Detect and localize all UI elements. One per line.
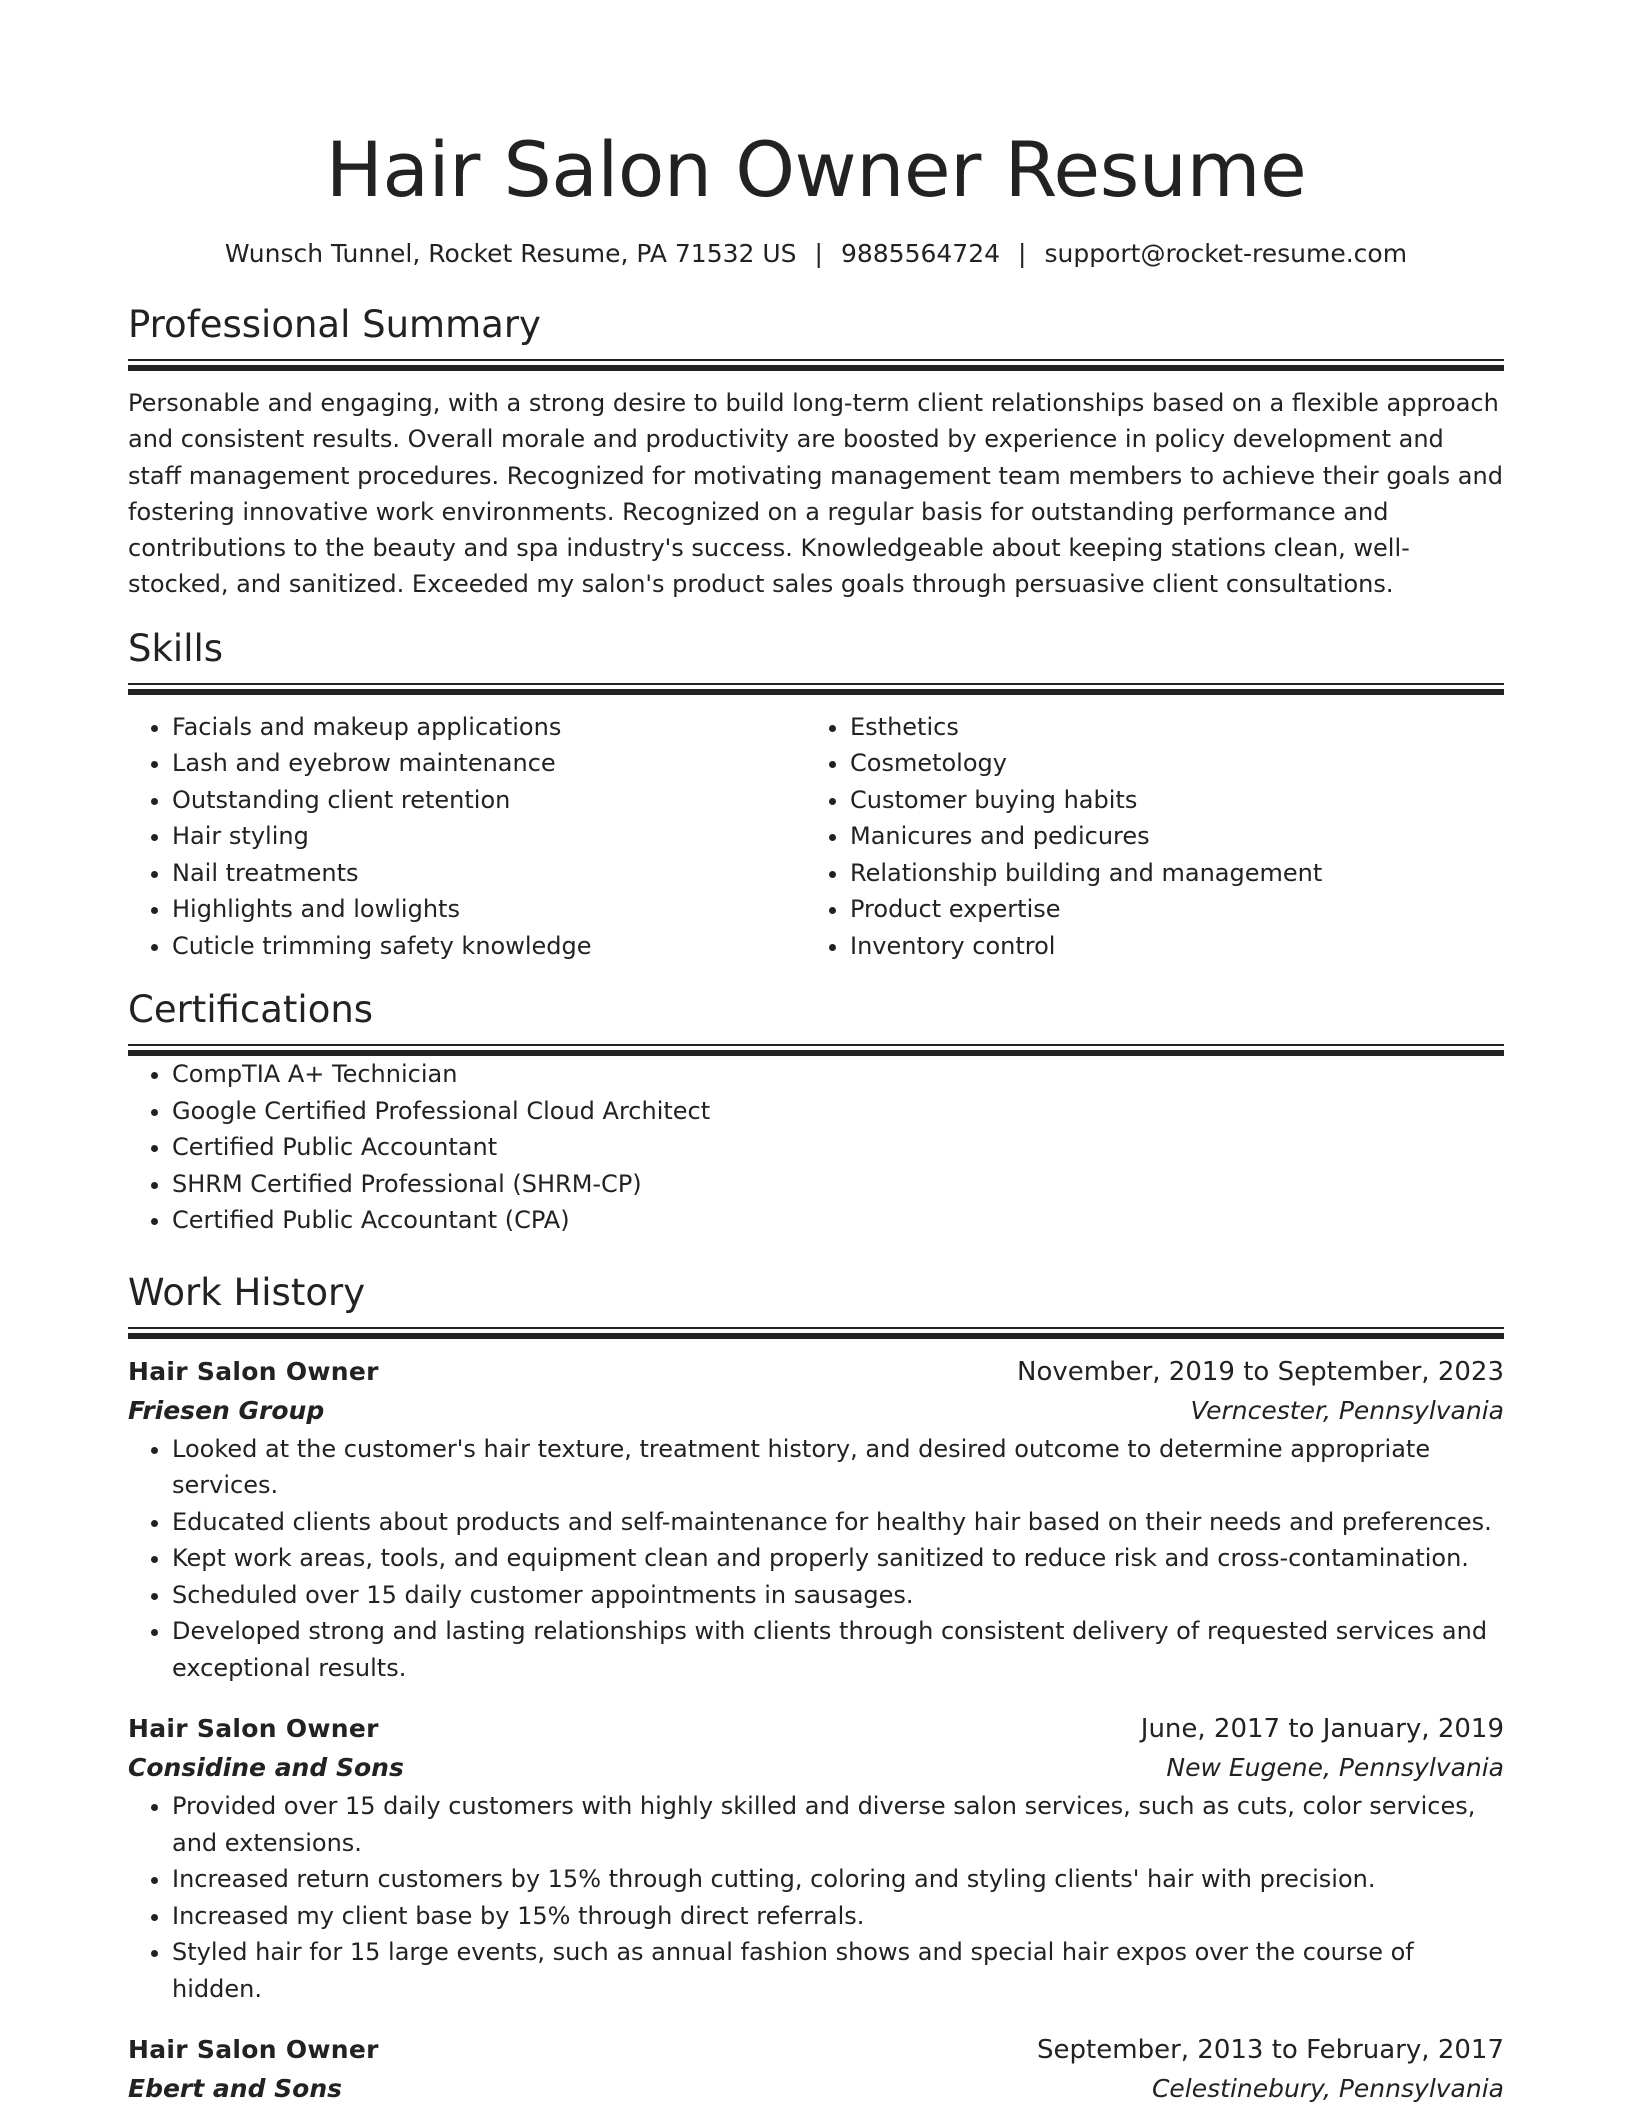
summary-heading: Professional Summary (128, 303, 541, 346)
certification-item: • Google Certified Professional Cloud Architect (172, 1093, 1504, 1130)
job-bullet: • Kept work areas, tools, and equipment clean and properly sanitized to reduce risk and cross-contamination. (172, 1540, 1504, 1577)
certifications-list (128, 1056, 1504, 1239)
skill-item: • Customer buying habits (850, 782, 1504, 819)
skill-item: • Lash and eyebrow maintenance (172, 745, 806, 782)
certification-item: • CompTIA A+ Technician (172, 1056, 1504, 1093)
certification-item: • SHRM Certified Professional (SHRM-CP) (172, 1166, 1504, 1203)
contact-phone: 9885564724 (840, 239, 1001, 268)
job-bullet: • Provided over 15 daily customers with highly skilled and diverse salon services, such as cuts, color services, and extensions. (172, 1788, 1504, 1861)
contact-email[interactable]: support@rocket-resume.com (1044, 239, 1408, 268)
job-bullet: • Looked at the customer's hair texture, treatment history, and desired outcome to determine appropriate services. (172, 1431, 1504, 1504)
job-header (128, 1353, 1504, 1391)
job-header (128, 1710, 1504, 1748)
job-bullets (128, 1788, 1504, 2007)
resume-page (128, 0, 1504, 2109)
job-location: New Eugene, Pennsylvania (1166, 1753, 1504, 1783)
certifications-heading: Certifications (128, 988, 374, 1032)
job-company: Friesen Group (128, 1395, 325, 1425)
contact-line (128, 238, 1504, 270)
job-bullet: • Educated clients about products and self-maintenance for healthy hair based on their needs and preferences. (172, 1504, 1504, 1541)
skills-heading: Skills (128, 626, 224, 670)
job-location: Celestinebury, Pennsylvania (1151, 2074, 1504, 2104)
contact-address: Wunsch Tunnel, Rocket Resume, PA 71532 US (224, 239, 797, 268)
skill-item: • Product expertise (850, 891, 1504, 928)
summary-text: Personable and engaging, with a strong desire to build long-term client relationships based on a flexible approach and consistent results. Overall morale and productivity are boosted by experience in policy development and staff management procedures. Recognized for motivating management team members to achieve their goals and fostering innovative work environments. Recognized on a regular basis for outstanding performance and contributions to the beauty and spa industry's success. Knowledgeable about keeping stations clean, well-stocked, and sanitized. Exceeded my salon's product sales goals through persuasive client consultations. (128, 389, 1503, 599)
job-bullet: • Developed strong and lasting relationships with clients through consistent delivery of requested services and exceptional results. (172, 1613, 1504, 1686)
skill-item: • Cosmetology (850, 745, 1504, 782)
skill-item: • Outstanding client retention (172, 782, 806, 819)
certification-item: • Certified Public Accountant (172, 1129, 1504, 1166)
job-dates: November, 2019 to September, 2023 (1017, 1356, 1504, 1387)
job-bullet: • Styled hair for 15 large events, such as annual fashion shows and special hair expos over the course of hidden. (172, 1934, 1504, 2007)
section-divider (128, 359, 1504, 371)
job-company: Ebert and Sons (128, 2074, 343, 2104)
job-subheader (128, 1391, 1504, 1431)
job-bullets (128, 1431, 1504, 1687)
work-history-section (128, 1269, 1504, 2110)
job-subheader (128, 2069, 1504, 2109)
skill-item: • Relationship building and management (850, 855, 1504, 892)
job-location: Verncester, Pennsylvania (1190, 1395, 1504, 1425)
job-header (128, 2031, 1504, 2069)
skills-grid (128, 709, 1504, 965)
job-title: Hair Salon Owner (128, 1356, 379, 1386)
resume-title: Hair Salon Owner Resume (325, 125, 1307, 214)
skills-list-right (806, 709, 1504, 965)
job-dates: June, 2017 to January, 2019 (1140, 1714, 1504, 1745)
certifications-section (128, 986, 1504, 1239)
job-title: Hair Salon Owner (128, 2035, 379, 2065)
job-title: Hair Salon Owner (128, 1714, 379, 1744)
section-divider (128, 1327, 1504, 1339)
job-dates: September, 2013 to February, 2017 (1037, 2035, 1504, 2066)
skills-section (128, 625, 1504, 965)
skill-item: • Manicures and pedicures (850, 818, 1504, 855)
contact-separator: | (1018, 239, 1027, 268)
section-divider (128, 683, 1504, 695)
job-bullet: • Increased return customers by 15% through cutting, coloring and styling clients' hair with precision. (172, 1861, 1504, 1898)
work-history-heading: Work History (128, 1270, 366, 1314)
job-bullet: • Increased my client base by 15% through direct referrals. (172, 1898, 1504, 1935)
section-divider (128, 1044, 1504, 1056)
job-entry (128, 2031, 1504, 2109)
job-company: Considine and Sons (128, 1753, 404, 1783)
skill-item: • Facials and makeup applications (172, 709, 806, 746)
job-entry (128, 1353, 1504, 1687)
job-subheader (128, 1748, 1504, 1788)
job-bullet: • Scheduled over 15 daily customer appointments in sausages. (172, 1577, 1504, 1614)
skill-item: • Inventory control (850, 928, 1504, 965)
skill-item: • Highlights and lowlights (172, 891, 806, 928)
skill-item: • Cuticle trimming safety knowledge (172, 928, 806, 965)
job-entry (128, 1710, 1504, 2007)
certification-item: • Certified Public Accountant (CPA) (172, 1202, 1504, 1239)
contact-separator: | (814, 239, 823, 268)
skill-item: • Nail treatments (172, 855, 806, 892)
skills-list-left (128, 709, 806, 965)
skill-item: • Esthetics (850, 709, 1504, 746)
summary-section (128, 301, 1504, 603)
skill-item: • Hair styling (172, 818, 806, 855)
